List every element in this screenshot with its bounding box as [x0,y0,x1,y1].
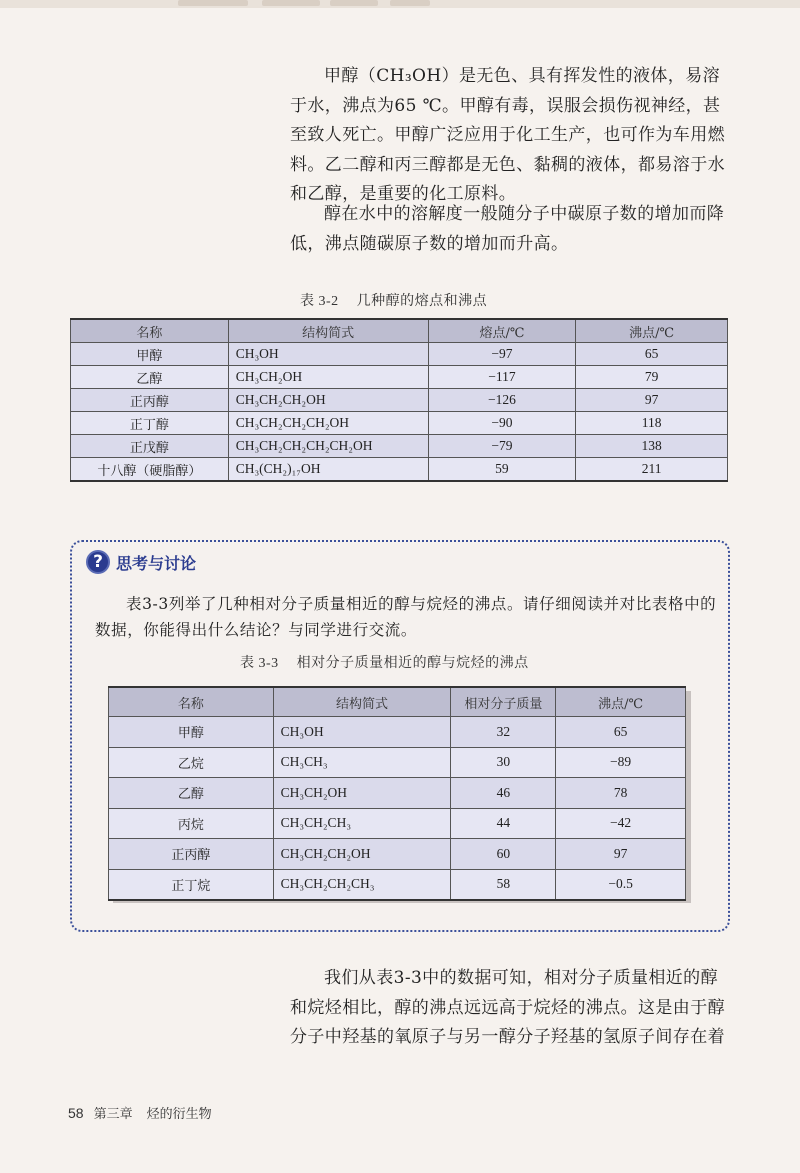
table-row [109,778,686,809]
cell-molecular-mass: 60 [451,839,556,870]
header-melting-point: 熔点/℃ [428,319,576,343]
table-3-2-number: 表 3-2 [300,294,339,309]
cell-boiling-point: 211 [576,458,728,482]
top-edge [0,0,800,8]
cell-name: 正丁醇 [71,412,229,435]
header-name: 名称 [109,687,274,717]
cell-formula: CH₃CH₂CH₂OH [273,839,451,870]
cell-melting-point: −79 [428,435,576,458]
cell-formula: CH₃CH₂OH [273,778,451,809]
cell-boiling-point: −0.5 [556,869,686,900]
cell-formula: CH₃CH₂CH₂OH [228,389,428,412]
table-3-3-caption [240,652,529,672]
cell-molecular-mass: 30 [451,747,556,778]
cell-molecular-mass: 46 [451,778,556,809]
cell-boiling-point: −89 [556,747,686,778]
table-row [109,839,686,870]
cell-name: 正戊醇 [71,435,229,458]
table-header-row [109,687,686,717]
table-3-3-title: 相对分子质量相近的醇与烷烃的沸点 [296,655,529,671]
header-name: 名称 [71,319,229,343]
cell-melting-point: −97 [428,343,576,366]
cell-name: 甲醇 [109,717,274,748]
intro-paragraph-solubility: 醇在水中的溶解度一般随分子中碳原子数的增加而降低，沸点随碳原子数的增加而升高。 [290,204,725,254]
cell-boiling-point: 65 [556,717,686,748]
header-molecular-mass: 相对分子质量 [451,687,556,717]
cell-formula: CH₃(CH₂)₁₇OH [228,458,428,482]
cell-boiling-point: −42 [556,808,686,839]
header-formula: 结构简式 [273,687,451,717]
discussion-title: 思考与讨论 [116,553,197,573]
cell-name: 丙烷 [109,808,274,839]
cell-formula: CH₃CH₃ [273,747,451,778]
header-boiling-point: 沸点/℃ [556,687,686,717]
chapter-title: 烃的衍生物 [146,1106,212,1121]
page-footer [68,1103,212,1122]
question-mark-icon: ? [86,550,110,574]
cell-boiling-point: 78 [556,778,686,809]
table-row [109,869,686,900]
cell-formula: CH₃OH [228,343,428,366]
cell-formula: CH₃CH₂CH₂CH₂OH [228,412,428,435]
cell-molecular-mass: 58 [451,869,556,900]
cell-name: 十八醇（硬脂醇） [71,458,229,482]
table-row [71,389,728,412]
table-row [109,747,686,778]
cell-name: 甲醇 [71,343,229,366]
page-number: 58 [68,1105,84,1121]
conclusion-paragraph: 我们从表3-3中的数据可知，相对分子质量相近的醇和烷烃相比，醇的沸点远远高于烷烃的沸点。这是由于醇分子中羟基的氧原子与另一醇分子羟基的氢原子间存在着 [290,968,725,1047]
table-row [109,717,686,748]
intro-paragraph-methanol: 甲醇（CH₃OH）是无色、具有挥发性的液体，易溶于水，沸点为65 ℃。甲醇有毒，误服会损伤视神经，甚至致人死亡。甲醇广泛应用于化工生产，也可作为车用燃料。乙二醇和丙三醇都是无色、黏稠的液体，都易溶于水和乙醇，是重要的化工原料。 [290,66,725,204]
header-formula: 结构简式 [228,319,428,343]
cell-name: 乙醇 [109,778,274,809]
cell-melting-point: −117 [428,366,576,389]
cell-name: 正丁烷 [109,869,274,900]
table-row [71,435,728,458]
discussion-heading [86,550,196,574]
table-3-3 [108,686,686,901]
table-row [71,458,728,482]
table-row [71,343,728,366]
cell-melting-point: 59 [428,458,576,482]
cell-formula: CH₃CH₂CH₂CH₂CH₂OH [228,435,428,458]
discussion-text: 表3-3列举了几种相对分子质量相近的醇与烷烃的沸点。请仔细阅读并对比表格中的数据，你能得出什么结论？与同学进行交流。 [95,595,717,639]
cell-formula: CH₃CH₂CH₃ [273,808,451,839]
cell-molecular-mass: 44 [451,808,556,839]
table-row [71,366,728,389]
cell-boiling-point: 97 [556,839,686,870]
header-boiling-point: 沸点/℃ [576,319,728,343]
table-row [71,412,728,435]
cell-name: 正丙醇 [109,839,274,870]
cell-boiling-point: 97 [576,389,728,412]
table-3-2-caption [300,290,487,310]
chapter-label: 第三章 [93,1106,133,1121]
cell-melting-point: −90 [428,412,576,435]
cell-formula: CH₃OH [273,717,451,748]
cell-name: 乙醇 [71,366,229,389]
cell-molecular-mass: 32 [451,717,556,748]
cell-boiling-point: 138 [576,435,728,458]
table-3-2 [70,318,728,482]
table-row [109,808,686,839]
table-header-row [71,319,728,343]
cell-name: 乙烷 [109,747,274,778]
table-3-2-title: 几种醇的熔点和沸点 [356,293,488,309]
cell-formula: CH₃CH₂OH [228,366,428,389]
cell-melting-point: −126 [428,389,576,412]
cell-boiling-point: 118 [576,412,728,435]
cell-formula: CH₃CH₂CH₂CH₃ [273,869,451,900]
cell-boiling-point: 79 [576,366,728,389]
table-3-3-number: 表 3-3 [240,656,279,671]
cell-boiling-point: 65 [576,343,728,366]
cell-name: 正丙醇 [71,389,229,412]
